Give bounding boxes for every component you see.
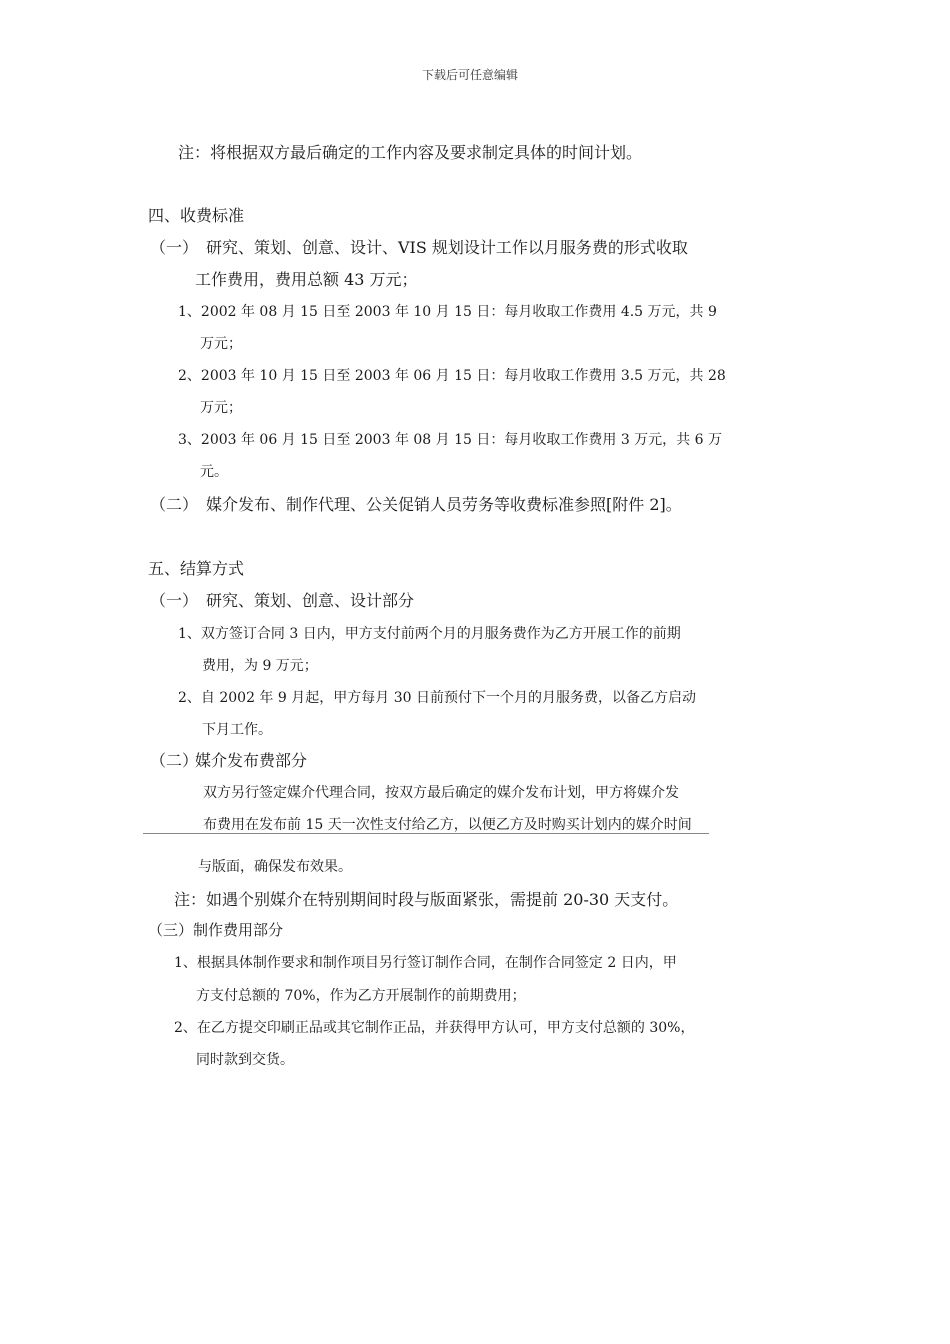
payment-1: 1、双方签订合同 3 日内，甲方支付前两个月的月服务费作为乙方开展工作的前期	[178, 626, 681, 642]
item-text: 媒介发布、制作代理、公关促销人员劳务等收费标准参照[附件 2]。	[206, 495, 682, 514]
item-label: （一）	[150, 238, 199, 257]
fee-period-1-cont: 万元；	[200, 336, 242, 352]
production-1-cont: 方支付总额的 70%，作为乙方开展制作的前期费用；	[196, 988, 526, 1004]
item-label: （三）	[148, 921, 194, 939]
payment-1-cont: 费用，为 9 万元；	[202, 658, 318, 674]
section-5-item-1	[150, 588, 414, 611]
fee-period-2-cont: 万元；	[200, 400, 242, 416]
fee-period-2: 2、2003 年 10 月 15 日至 2003 年 06 月 15 日：每月收取工作费用 3.5 万元，共 28	[178, 368, 726, 384]
production-1: 1、根据具体制作要求和制作项目另行签订制作合同，在制作合同签定 2 日内，甲	[174, 955, 677, 971]
media-text-2: 布费用在发布前 15 天一次性支付给乙方，以便乙方及时购买计划内的媒介时间	[203, 817, 692, 833]
fee-period-3: 3、2003 年 06 月 15 日至 2003 年 08 月 15 日：每月收取工作费用 3 万元，共 6 万	[178, 432, 722, 448]
item-label: （一）	[150, 591, 199, 610]
section-5-title: 五、结算方式	[148, 559, 245, 578]
section-4-item-1-cont: 工作费用，费用总额 43 万元；	[195, 270, 418, 289]
note-media: 注：如遇个别媒介在特别期间时段与版面紧张，需提前 20-30 天支付。	[174, 890, 679, 909]
item-text: 研究、策划、创意、设计、VIS 规划设计工作以月服务费的形式收取	[206, 238, 688, 257]
payment-2: 2、自 2002 年 9 月起，甲方每月 30 日前预付下一个月的月服务费，以备乙方启动	[178, 690, 696, 706]
section-4-item-1	[150, 235, 688, 258]
section-4-title: 四、收费标准	[148, 206, 245, 225]
production-2-cont: 同时款到交货。	[196, 1052, 294, 1068]
item-label: （二）	[150, 751, 199, 770]
item-text: 媒介发布费部分	[195, 751, 308, 770]
fee-period-1: 1、2002 年 08 月 15 日至 2003 年 10 月 15 日：每月收取工作费用 4.5 万元，共 9	[178, 304, 717, 320]
media-text-1: 双方另行签定媒介代理合同，按双方最后确定的媒介发布计划，甲方将媒介发	[203, 785, 679, 801]
item-text: 研究、策划、创意、设计部分	[206, 591, 415, 610]
media-text-3: 与版面，确保发布效果。	[198, 859, 352, 875]
page-header: 下载后可任意编辑	[422, 68, 519, 82]
fee-period-3-cont: 元。	[200, 464, 228, 480]
production-2: 2、在乙方提交印刷正品或其它制作正品，并获得甲方认可，甲方支付总额的 30%，	[174, 1020, 695, 1036]
section-4-item-2	[150, 492, 682, 515]
item-label: （二）	[150, 495, 199, 514]
section-5-item-3	[148, 919, 283, 940]
item-text: 制作费用部分	[193, 921, 284, 939]
note-schedule: 注：将根据双方最后确定的工作内容及要求制定具体的时间计划。	[178, 143, 643, 162]
payment-2-cont: 下月工作。	[202, 722, 272, 738]
section-5-item-2	[150, 748, 307, 771]
page-break-rule	[143, 833, 709, 834]
